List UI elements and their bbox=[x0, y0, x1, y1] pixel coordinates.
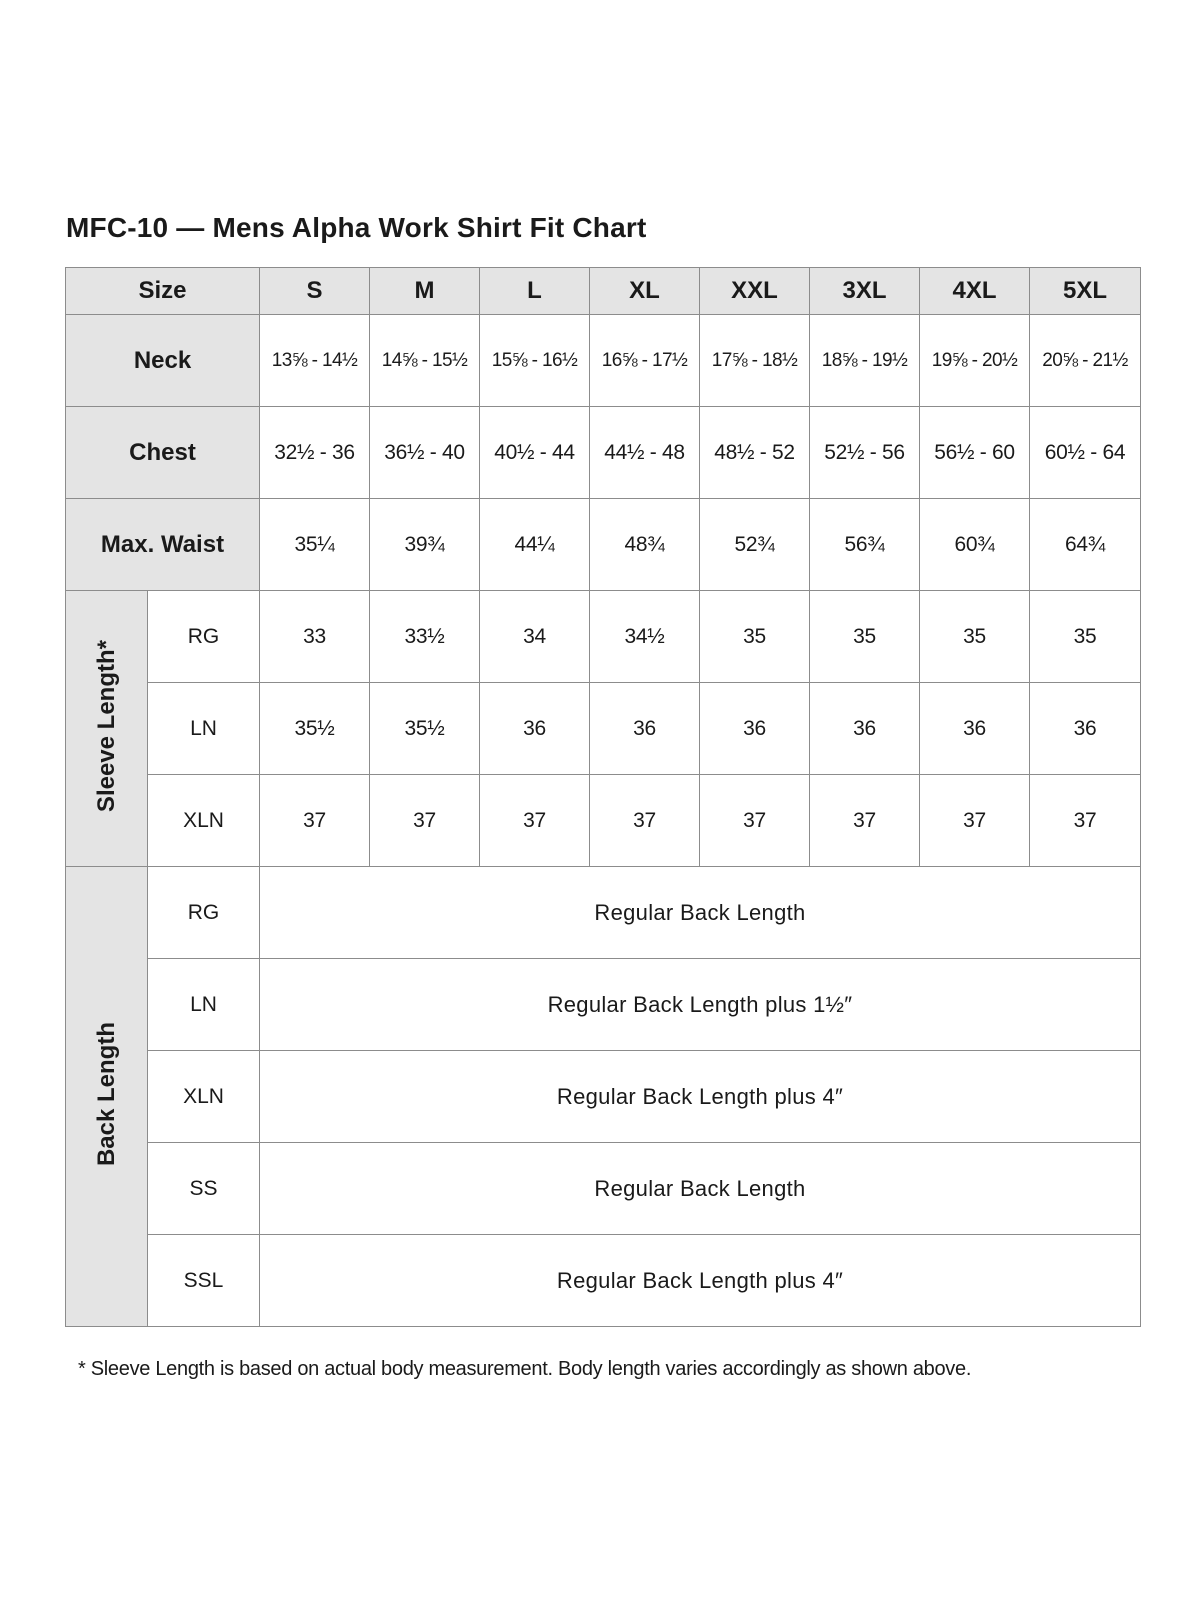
neck-value: 17⅝ - 18½ bbox=[700, 315, 810, 407]
chest-value: 60½ - 64 bbox=[1030, 407, 1141, 499]
size-header-cell: XL bbox=[590, 268, 700, 315]
neck-label: Neck bbox=[66, 315, 260, 407]
sleeve-value: 35 bbox=[920, 591, 1030, 683]
back-row-ssl bbox=[66, 1235, 1141, 1327]
chest-label: Chest bbox=[66, 407, 260, 499]
back-fit-label: SS bbox=[148, 1143, 260, 1235]
neck-value: 18⅝ - 19½ bbox=[810, 315, 920, 407]
chest-value: 44½ - 48 bbox=[590, 407, 700, 499]
neck-value: 20⅝ - 21½ bbox=[1030, 315, 1141, 407]
size-header-cell: XXL bbox=[700, 268, 810, 315]
sleeve-value: 35½ bbox=[260, 683, 370, 775]
sleeve-value: 37 bbox=[700, 775, 810, 867]
back-length-label: Back Length bbox=[92, 1021, 120, 1167]
sleeve-fit-label: XLN bbox=[148, 775, 260, 867]
sleeve-value: 37 bbox=[370, 775, 480, 867]
max-waist-value: 44¼ bbox=[480, 499, 590, 591]
back-length-group-label bbox=[66, 867, 148, 1327]
chest-value: 40½ - 44 bbox=[480, 407, 590, 499]
back-length-text: Regular Back Length plus 4″ bbox=[260, 1051, 1141, 1143]
back-fit-label: RG bbox=[148, 867, 260, 959]
max-waist-value: 35¼ bbox=[260, 499, 370, 591]
sleeve-value: 33 bbox=[260, 591, 370, 683]
back-row-ss bbox=[66, 1143, 1141, 1235]
back-length-text: Regular Back Length bbox=[260, 1143, 1141, 1235]
back-row-xln bbox=[66, 1051, 1141, 1143]
sleeve-value: 34 bbox=[480, 591, 590, 683]
sleeve-value: 36 bbox=[700, 683, 810, 775]
chest-value: 32½ - 36 bbox=[260, 407, 370, 499]
fit-chart-table bbox=[65, 267, 1141, 1327]
max-waist-label: Max. Waist bbox=[66, 499, 260, 591]
chest-value: 52½ - 56 bbox=[810, 407, 920, 499]
sleeve-value: 37 bbox=[480, 775, 590, 867]
sleeve-value: 35 bbox=[810, 591, 920, 683]
sleeve-row-ln bbox=[66, 683, 1141, 775]
sleeve-length-group-label bbox=[66, 591, 148, 867]
size-header-cell: 5XL bbox=[1030, 268, 1141, 315]
page-title: MFC-10 — Mens Alpha Work Shirt Fit Chart bbox=[66, 212, 647, 243]
sleeve-value: 35 bbox=[1030, 591, 1141, 683]
size-header-cell: L bbox=[480, 268, 590, 315]
max-waist-value: 39¾ bbox=[370, 499, 480, 591]
sleeve-value: 35½ bbox=[370, 683, 480, 775]
neck-value: 15⅝ - 16½ bbox=[480, 315, 590, 407]
sleeve-value: 36 bbox=[480, 683, 590, 775]
size-header-cell: S bbox=[260, 268, 370, 315]
back-length-text: Regular Back Length plus 1½″ bbox=[260, 959, 1141, 1051]
back-row-rg bbox=[66, 867, 1141, 959]
back-length-text: Regular Back Length plus 4″ bbox=[260, 1235, 1141, 1327]
neck-value: 14⅝ - 15½ bbox=[370, 315, 480, 407]
sleeve-value: 34½ bbox=[590, 591, 700, 683]
max-waist-value: 60¾ bbox=[920, 499, 1030, 591]
sleeve-value: 35 bbox=[700, 591, 810, 683]
chest-value: 36½ - 40 bbox=[370, 407, 480, 499]
max-waist-value: 52¾ bbox=[700, 499, 810, 591]
max-waist-value: 56¾ bbox=[810, 499, 920, 591]
sleeve-value: 37 bbox=[810, 775, 920, 867]
sleeve-value: 36 bbox=[810, 683, 920, 775]
neck-value: 13⅝ - 14½ bbox=[260, 315, 370, 407]
sleeve-value: 37 bbox=[260, 775, 370, 867]
max-waist-row bbox=[66, 499, 1141, 591]
sleeve-row-rg bbox=[66, 591, 1141, 683]
size-header-cell: M bbox=[370, 268, 480, 315]
sleeve-value: 36 bbox=[920, 683, 1030, 775]
size-header-cell: 3XL bbox=[810, 268, 920, 315]
neck-value: 19⅝ - 20½ bbox=[920, 315, 1030, 407]
size-header-cell: 4XL bbox=[920, 268, 1030, 315]
neck-value: 16⅝ - 17½ bbox=[590, 315, 700, 407]
sleeve-value: 33½ bbox=[370, 591, 480, 683]
chest-value: 56½ - 60 bbox=[920, 407, 1030, 499]
sleeve-row-xln bbox=[66, 775, 1141, 867]
footnote: * Sleeve Length is based on actual body measurement. Body length varies accordingly as shown above. bbox=[78, 1358, 972, 1380]
sleeve-length-label: Sleeve Length* bbox=[92, 639, 120, 813]
neck-row bbox=[66, 315, 1141, 407]
back-row-ln bbox=[66, 959, 1141, 1051]
size-label: Size bbox=[66, 268, 260, 315]
sleeve-value: 37 bbox=[590, 775, 700, 867]
max-waist-value: 48¾ bbox=[590, 499, 700, 591]
back-fit-label: XLN bbox=[148, 1051, 260, 1143]
chest-row bbox=[66, 407, 1141, 499]
back-fit-label: SSL bbox=[148, 1235, 260, 1327]
back-length-text: Regular Back Length bbox=[260, 867, 1141, 959]
sleeve-value: 37 bbox=[920, 775, 1030, 867]
max-waist-value: 64¾ bbox=[1030, 499, 1141, 591]
chest-value: 48½ - 52 bbox=[700, 407, 810, 499]
sleeve-value: 36 bbox=[1030, 683, 1141, 775]
back-fit-label: LN bbox=[148, 959, 260, 1051]
sleeve-fit-label: LN bbox=[148, 683, 260, 775]
sleeve-value: 37 bbox=[1030, 775, 1141, 867]
sleeve-value: 36 bbox=[590, 683, 700, 775]
size-header-row bbox=[66, 268, 1141, 315]
sleeve-fit-label: RG bbox=[148, 591, 260, 683]
